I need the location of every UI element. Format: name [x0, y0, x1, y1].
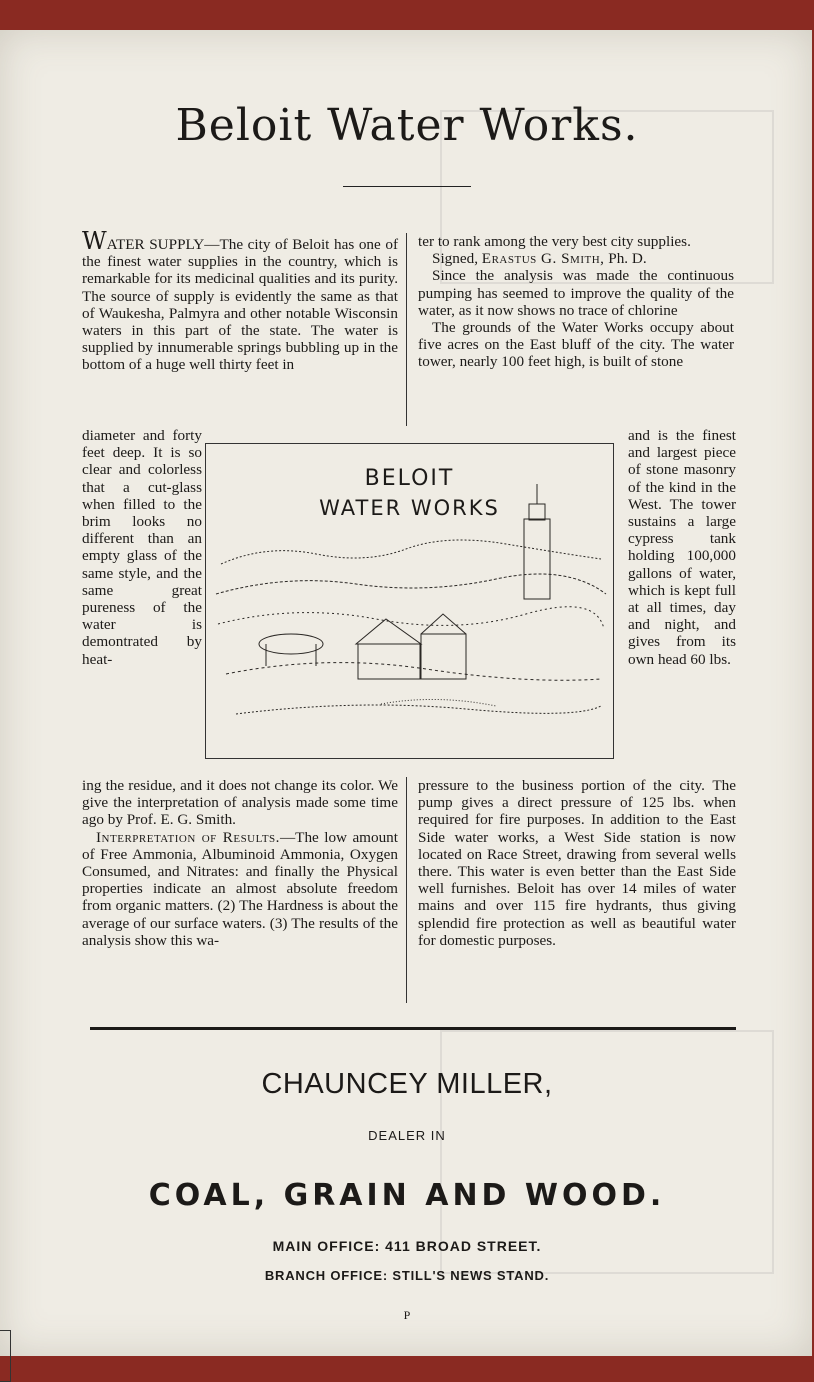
article-text: ter to rank among the very best city supplies.: [418, 233, 691, 250]
article-text: pressure to the business portion of the city. The pump gives a direct pressure of 125 lbs. when required for fire purposes. In addition to the East Side water works, a West Side station is now located on Race Street, drawing from several wells there. This water is even better than the East Side well furnishes. Beloit has over 14 miles of water mains and over 115 fire hydrants, thus giving splendid fire protection as well as beautiful water for domestic purposes.: [418, 777, 736, 949]
article-text: Since the analysis was made the continuous pumping has seemed to improve the quality of the water, as it now shows no trace of chlorine: [418, 267, 734, 319]
illustration-caption-line1: BELOIT: [364, 466, 455, 491]
article-text: and is the finest and largest piece of stone masonry of the kind in the West. The tower sustains a large cypress tank holding 100,000 gallons of water, which is kept full at all times, day and night, and gives from its own head 60 lbs.: [628, 427, 736, 668]
page-fold-mark: [0, 1330, 11, 1382]
branch-office-address: BRANCH OFFICE: STILL'S NEWS STAND.: [264, 1268, 550, 1283]
main-office-address: MAIN OFFICE: 411 BROAD STREET.: [272, 1238, 542, 1254]
article-text: The grounds of the Water Works occupy about five acres on the East bluff of the city. The water tower, nearly 100 feet high, is built of stone: [418, 319, 734, 371]
illustration-caption-line2: WATER WORKS: [319, 496, 500, 520]
signature-name: Erastus G. Smith,: [481, 250, 605, 268]
drop-cap: W: [82, 227, 107, 255]
article-right-bottom: [418, 777, 736, 949]
article-right-top: [418, 233, 734, 371]
interpretation-heading: Interpretation of Results.: [96, 828, 280, 846]
interpretation-paragraph: [82, 829, 398, 949]
folio-mark: P: [403, 1308, 411, 1322]
goods-heading: COAL, GRAIN AND WOOD.: [148, 1178, 666, 1213]
column-divider: [406, 233, 407, 426]
advertiser-name: CHAUNCEY MILLER,: [261, 1068, 553, 1100]
article-text: ing the residue, and it does not change its color. We give the interpretation of analysis made some time ago by Prof. E. G. Smith.: [82, 777, 398, 829]
article-left-top: [82, 227, 398, 374]
article-left-bottom: [82, 777, 398, 949]
article-narrow-right: [628, 427, 736, 668]
article-text: —The low amount of Free Ammonia, Albuminoid Ammonia, Oxygen Consumed, and Nitrates: and finally the Physical properties indicate an almost absolute freedom from organic matters. (2) The Hardness is about the average of our surface waters. (3) The results of the analysis show this wa-: [82, 828, 398, 949]
dealer-in-label: DEALER IN: [368, 1128, 446, 1143]
page-title: Beloit Water Works.: [175, 100, 639, 151]
title-rule: [343, 186, 471, 187]
article-text: ATER SUPPLY—The city of Beloit has one of the finest water supplies in the country, which is remarkable for its medicinal qualities and its purity. The source of supply is evidently the same as that of Waukesha, Palmyra and other notable Wisconsin waters in this part of the state. The water is supplied by innumerable springs bubbling up in the bottom of a huge well thirty feet in: [82, 236, 398, 374]
signature-line: Signed, Erastus G. Smith, Ph. D.: [432, 250, 647, 268]
article-text: diameter and forty feet deep. It is so clear and colorless that a cut-glass when filled to the brim looks no different than an empty glass of the same style, and the same great pureness of the water is demontrated by heat-: [82, 427, 202, 668]
water-works-illustration: [205, 443, 614, 759]
advertisement-rule: [90, 1027, 736, 1030]
water-works-engraving: [206, 444, 613, 758]
column-divider: [406, 777, 407, 1003]
article-narrow-left: [82, 427, 202, 668]
